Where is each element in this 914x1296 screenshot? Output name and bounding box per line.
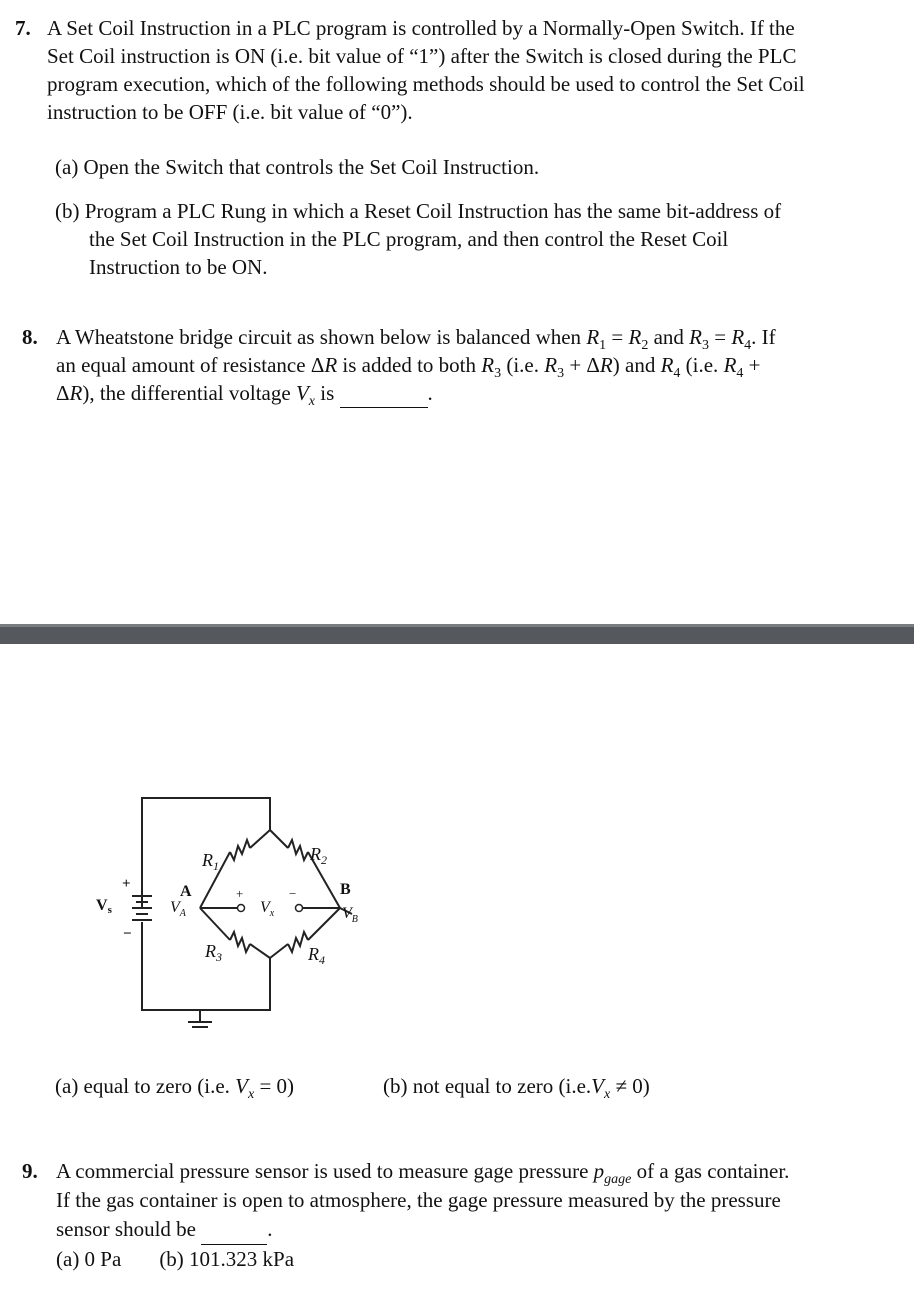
q8-number: 8. <box>22 325 38 349</box>
q8-text: A Wheatstone bridge circuit as shown below is balanced when <box>56 325 587 349</box>
q8-option-a-end: = 0) <box>254 1074 295 1098</box>
q8-line-2: an equal amount of resistance ΔR is added to both $R_3$ (i.e. $R_3 + \Delta R$) and $R_4$ (i.e. $R_4$ + <box>56 353 761 382</box>
q8-text: ) and <box>612 353 661 377</box>
resistor-r1-zigzag <box>230 840 250 860</box>
q9-line-1: A commercial pressure sensor is used to measure gage pressure $p_{gage}$ of a gas container. <box>56 1159 790 1188</box>
label-vx-plus: + <box>236 886 244 901</box>
q8-text: an equal amount of resistance <box>56 353 311 377</box>
label-r1: $R_1$ <box>202 850 219 873</box>
q8-text: ), the differential voltage <box>82 381 296 405</box>
label-r3: $R_3$ <box>205 941 222 964</box>
label-node-a: A <box>180 883 192 900</box>
page-divider-highlight <box>0 624 914 627</box>
q9-option-b: (b) 101.323 kPa <box>159 1247 295 1271</box>
label-r4: $R_4$ <box>308 944 325 967</box>
q8-line-1: A Wheatstone bridge circuit as shown below is balanced when $R_1 = R_2$ and $R_3 = R_4$. If <box>56 325 776 354</box>
label-vs: Vs <box>96 897 112 916</box>
q8-text: (i.e. <box>501 353 545 377</box>
label-vx-minus: − <box>289 886 297 901</box>
q9-text: of a gas container. <box>631 1159 790 1183</box>
page-divider <box>0 624 914 644</box>
q8-option-b-end: ≠ 0) <box>610 1074 650 1098</box>
q9-number: 9. <box>22 1159 38 1183</box>
label-r2: $R_2$ <box>310 844 327 867</box>
vx-terminal-left <box>238 905 245 912</box>
q9-options <box>56 1245 906 1274</box>
q8-text: is added to both <box>337 353 482 377</box>
answer-blank <box>201 1215 267 1245</box>
label-battery-plus: + <box>122 876 131 892</box>
q7-line: Set Coil instruction is ON (i.e. bit value of “1”) after the Switch is closed during the PLC <box>47 44 797 68</box>
q9-line-2: If the gas container is open to atmosphere, the gage pressure measured by the pressure <box>56 1188 781 1212</box>
q7-question <box>47 14 907 126</box>
q7-number: 7. <box>15 16 31 40</box>
q7-option-b-line: (b) Program a PLC Rung in which a Reset Coil Instruction has the same bit-address of <box>55 199 782 223</box>
q8-line-3: ΔR), the differential voltage $V_x$ is . <box>56 381 433 410</box>
q7-line: program execution, which of the following methods should be used to control the Set Coil <box>47 72 805 96</box>
q7-option-b <box>55 197 895 281</box>
vx-terminal-right <box>296 905 303 912</box>
q7-option-b-line: the Set Coil Instruction in the PLC program, and then control the Reset Coil <box>89 227 729 251</box>
answer-blank <box>340 379 428 408</box>
q8-option-a: (a) equal to zero (i.e. $V_x = 0$) <box>55 1074 295 1103</box>
q8-option-a-text: (a) equal to zero (i.e. <box>55 1074 236 1098</box>
q8-text: is <box>315 381 335 405</box>
q7-line: A Set Coil Instruction in a PLC program is controlled by a Normally-Open Switch. If the <box>47 16 795 40</box>
resistor-r2-zigzag <box>288 840 308 860</box>
q9-line-3: sensor should be . <box>56 1215 906 1245</box>
q9-question <box>56 1157 906 1274</box>
q8-option-b-text: (b) not equal to zero (i.e. <box>383 1074 592 1098</box>
q7-option-b-line: Instruction to be ON. <box>89 255 268 279</box>
q9-text: A commercial pressure sensor is used to measure gage pressure <box>56 1159 594 1183</box>
label-va: $V_A$ <box>170 899 186 919</box>
q7-option-a: (a) Open the Switch that controls the Set Coil Instruction. <box>55 155 540 179</box>
resistor-r3-zigzag <box>230 932 250 952</box>
q8-question <box>56 323 906 408</box>
resistor-r4-zigzag <box>288 932 308 952</box>
label-node-b: B <box>340 881 351 898</box>
q7-line: instruction to be OFF (i.e. bit value of “0”). <box>47 100 413 124</box>
q8-text: (i.e. <box>680 353 724 377</box>
label-vb: $V_B$ <box>342 905 358 925</box>
label-vx: $V_x$ <box>260 899 275 919</box>
label-battery-minus: − <box>123 926 132 942</box>
q9-option-a: (a) 0 Pa <box>56 1247 122 1271</box>
supply-wire-bottom <box>142 922 270 1010</box>
q9-text: sensor should be <box>56 1217 196 1241</box>
wheatstone-bridge-diagram <box>90 790 390 1040</box>
q8-option-b: (b) not equal to zero $(i.e.V_x \ne 0)$ <box>383 1074 650 1103</box>
